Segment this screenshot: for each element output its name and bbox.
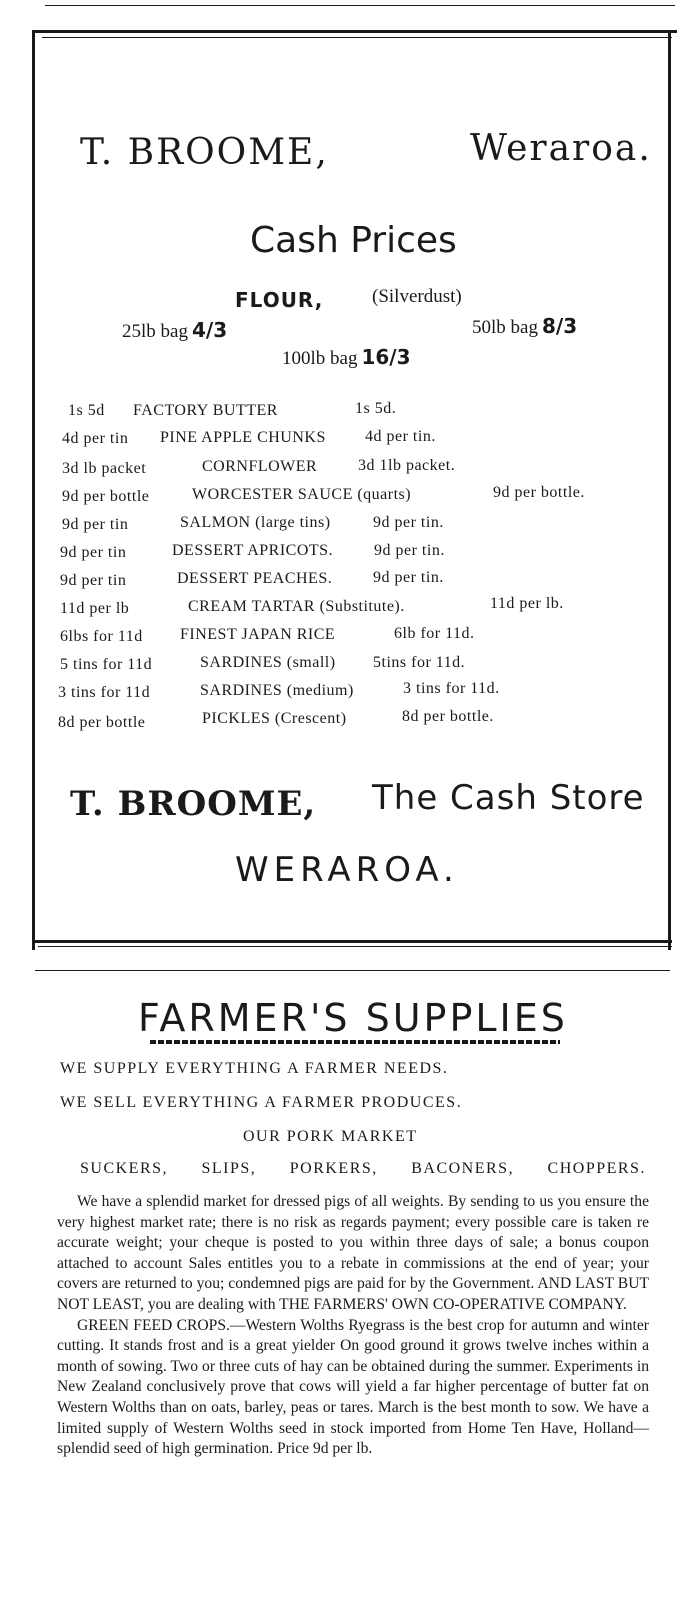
item-name: DESSERT APRICOTS. xyxy=(172,542,334,559)
item-name: SARDINES (medium) xyxy=(200,682,354,699)
sell-line: WE SELL EVERYTHING A FARMER PRODUCES. xyxy=(60,1094,463,1111)
top-rule xyxy=(45,5,675,6)
price-left: 9d per tin xyxy=(60,544,127,561)
item-name: FACTORY BUTTER xyxy=(133,402,278,419)
flour-bag-25 xyxy=(122,318,227,343)
pig-type: CHOPPERS. xyxy=(547,1160,646,1177)
item-name: WORCESTER SAUCE (quarts) xyxy=(192,486,412,503)
price-right: 9d per tin. xyxy=(374,542,445,559)
supply-line: WE SUPPLY EVERYTHING A FARMER NEEDS. xyxy=(60,1060,449,1077)
footer-town-name: WERAROA. xyxy=(235,850,459,890)
item-name: CORNFLOWER xyxy=(202,458,318,475)
price-right: 3d 1lb packet. xyxy=(358,457,456,474)
body-text xyxy=(57,1192,649,1460)
bag-size: 25lb bag xyxy=(122,321,188,342)
price-left: 5 tins for 11d xyxy=(60,656,153,673)
pork-market-paragraph: We have a splendid market for dressed pigs of all weights. By sending to us you ensure the very highest market rate; there is no risk as regards payment; every possible care is taken re accurate weight; your cheque is posted to you within three days of sale; a bonus coupon attached to account Sales entitles you to a rebate in commissions at the end of year; your covers are returned to you; condemned pigs are paid for by the Government. AND LAST BUT NOT LEAST, you are dealing with THE FARMERS' OWN CO-OPERATIVE COMPANY. xyxy=(57,1193,649,1313)
ad1-border-top-inner xyxy=(42,37,672,38)
pork-market-heading: OUR PORK MARKET xyxy=(243,1128,418,1145)
price-left: 4d per tin xyxy=(62,430,129,447)
flour-label: FLOUR, xyxy=(235,288,324,312)
footer-store-name: The Cash Store xyxy=(372,778,645,818)
item-name: CREAM TARTAR (Substitute). xyxy=(188,598,405,615)
bag-price: 8/3 xyxy=(541,314,578,338)
price-left: 3 tins for 11d xyxy=(58,684,151,701)
price-left: 9d per bottle xyxy=(62,488,150,505)
separator-rule xyxy=(35,970,670,971)
ad1-border-right xyxy=(668,30,671,950)
price-left: 3d lb packet xyxy=(62,460,147,477)
price-right: 9d per tin. xyxy=(373,514,444,531)
price-left: 1s 5d xyxy=(68,402,105,419)
title-underline xyxy=(150,1040,560,1044)
price-right: 9d per bottle. xyxy=(493,484,585,501)
flour-bag-50 xyxy=(472,314,577,339)
price-left: 11d per lb xyxy=(60,600,130,617)
pig-type: PORKERS, xyxy=(289,1160,378,1177)
item-name: FINEST JAPAN RICE xyxy=(180,626,336,643)
item-name: SALMON (large tins) xyxy=(180,514,331,531)
item-name: PINE APPLE CHUNKS xyxy=(160,429,326,446)
price-right: 9d per tin. xyxy=(373,569,444,586)
price-right: 4d per tin. xyxy=(365,428,436,445)
bag-price: 16/3 xyxy=(361,345,411,369)
footer-merchant-name: T. BROOME, xyxy=(70,784,317,824)
pig-type: BACONERS, xyxy=(411,1160,515,1177)
pig-types-row xyxy=(80,1160,646,1178)
price-right: 6lb for 11d. xyxy=(394,625,475,642)
farmers-supplies-title: FARMER'S SUPPLIES xyxy=(138,996,568,1040)
price-right: 5tins for 11d. xyxy=(373,654,466,671)
price-right: 11d per lb. xyxy=(490,595,564,612)
price-left: 6lbs for 11d xyxy=(60,628,143,645)
merchant-name: T. BROOME, xyxy=(80,132,329,173)
item-name: DESSERT PEACHES. xyxy=(177,570,333,587)
ad1-border-bottom-inner xyxy=(38,946,672,947)
flour-brand: (Silverdust) xyxy=(372,286,462,307)
flour-bag-100 xyxy=(282,345,411,370)
price-left: 9d per tin xyxy=(62,516,129,533)
price-right: 8d per bottle. xyxy=(402,708,494,725)
bag-size: 100lb bag xyxy=(282,348,358,369)
item-name: PICKLES (Crescent) xyxy=(202,710,347,727)
price-right: 1s 5d. xyxy=(355,400,397,417)
green-feed-paragraph: GREEN FEED CROPS.—Western Wolths Ryegrass is the best crop for autumn and winter cutting. It stands frost and is a great yielder On good ground it grows twelve inches within a month of sowing. Two or three cuts of hay can be obtained during the summer. Experiments in New Zealand conclusively prove that cows will yield a far higher percentage of butter fat on Western Wolths than on oats, barley, peas or tares. March is the best month to sow. We have a limited supply of Western Wolths seed in stock imported from Home Ten Have, Holland—splendid seed of high germination. Price 9d per lb. xyxy=(57,1316,649,1458)
pig-type: SUCKERS, xyxy=(80,1160,169,1177)
price-left: 9d per tin xyxy=(60,572,127,589)
ad1-border-bottom xyxy=(32,940,672,943)
ad1-border-left xyxy=(32,30,35,950)
ad1-border-top xyxy=(32,30,677,33)
bag-price: 4/3 xyxy=(191,318,228,342)
item-name: SARDINES (small) xyxy=(200,654,336,671)
price-right: 3 tins for 11d. xyxy=(403,680,500,697)
cash-prices-heading: Cash Prices xyxy=(250,220,457,261)
town-name: Weraroa. xyxy=(470,128,652,169)
bag-size: 50lb bag xyxy=(472,317,538,338)
pig-type: SLIPS, xyxy=(201,1160,257,1177)
price-left: 8d per bottle xyxy=(58,714,146,731)
